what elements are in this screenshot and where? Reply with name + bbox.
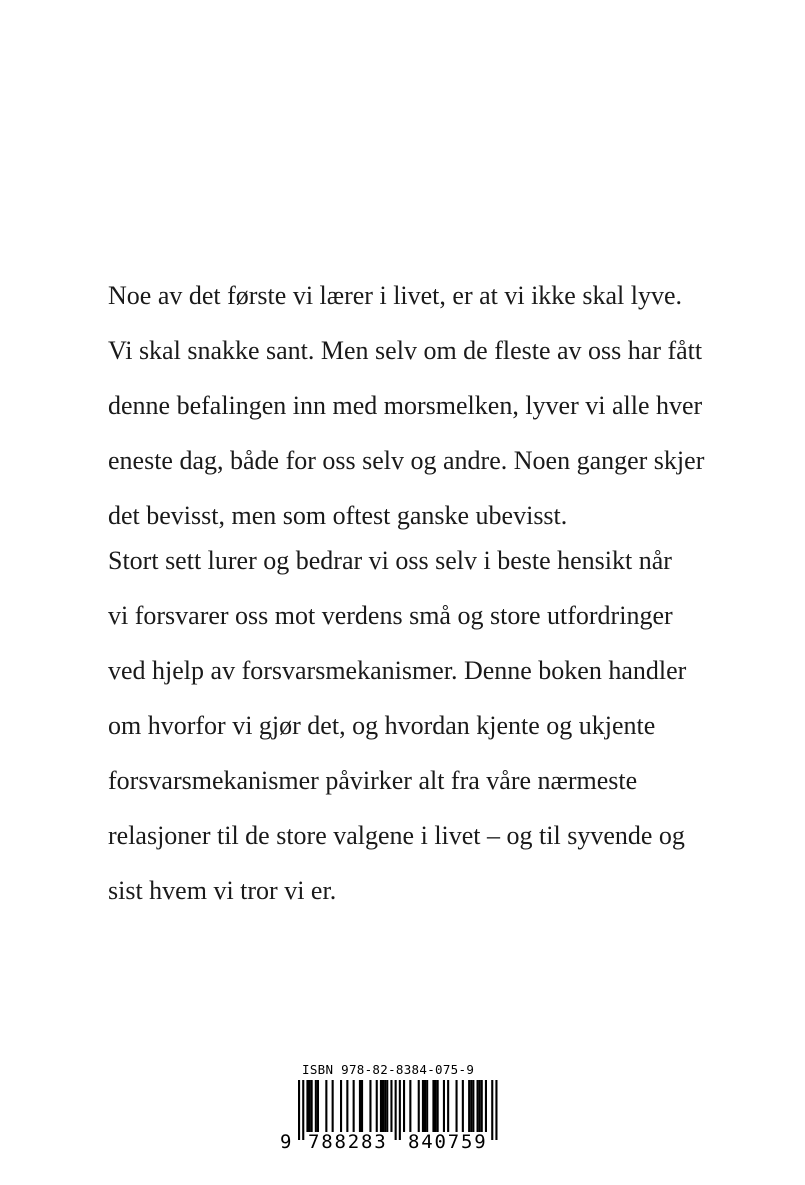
barcode-bar [376,1080,378,1132]
barcode-bar [298,1080,300,1140]
barcode-bar [403,1080,405,1132]
barcode-bar [359,1080,361,1132]
barcode-bar [390,1080,392,1132]
ean-first-digit: 9 [280,1131,292,1153]
barcode-bar [386,1080,388,1132]
barcode-bar [472,1080,474,1132]
barcode-bar [380,1080,382,1132]
paragraph-line: eneste dag, både for oss selv og andre. Noen ganger skjer [108,446,705,475]
barcode-bar [315,1080,317,1132]
barcode-bar [353,1080,355,1132]
paragraph-line: Vi skal snakke sant. Men selv om de fleste av oss har fått [108,336,703,365]
barcode-bar [495,1080,497,1140]
barcode-bar [485,1080,487,1132]
barcode-bar [332,1080,334,1132]
barcode-bar [325,1080,327,1132]
barcode-bar [395,1080,397,1140]
barcode-bar [456,1080,458,1132]
barcode-bar [462,1080,464,1132]
barcode-bar [479,1080,481,1132]
barcode-bar [443,1080,445,1132]
back-cover-paragraph-1 [108,268,708,543]
barcode-bar [468,1080,470,1132]
paragraph-line: Stort sett lurer og bedrar vi oss selv i beste hensikt når [108,546,672,575]
barcode-bar [384,1080,386,1132]
paragraph-line: forsvarsmekanismer påvirker alt fra våre nærmeste [108,766,638,795]
barcode-bar [346,1080,348,1132]
barcode-bar [422,1080,424,1132]
paragraph-line: vi forsvarer oss mot verdens små og store utfordringer [108,601,673,630]
barcode-bar [481,1080,483,1132]
barcode-bar [306,1080,308,1132]
barcode-bar [309,1080,311,1132]
paragraph-line: om hvorfor vi gjør det, og hvordan kjente og ukjente [108,711,656,740]
barcode-bar [361,1080,363,1132]
barcode-bar [491,1080,493,1140]
barcode-bar [418,1080,420,1132]
barcode-bar [399,1080,401,1140]
isbn-barcode [280,1058,514,1153]
barcode-bar [447,1080,449,1132]
barcode-bar [437,1080,439,1132]
barcode-bar [340,1080,342,1132]
isbn-label: ISBN 978-82-8384-075-9 [302,1062,475,1077]
paragraph-line: relasjoner til de store valgene i livet – og til syvende og [108,821,685,850]
paragraph-line: sist hvem vi tror vi er. [108,876,337,905]
ean-right-digits: 840759 [408,1131,488,1153]
paragraph-line: det bevisst, men som oftest ganske ubevisst. [108,501,568,530]
barcode-bar [477,1080,479,1132]
paragraph-line: ved hjelp av forsvarsmekanismer. Denne boken handler [108,656,687,685]
back-cover-paragraph-2 [108,533,708,918]
barcode-bar [382,1080,384,1132]
ean-left-digits: 788283 [308,1131,388,1153]
barcode-bar [369,1080,371,1132]
paragraph-line: Noe av det første vi lærer i livet, er at vi ikke skal lyve. [108,281,682,310]
barcode-bar [470,1080,472,1132]
paragraph-line: denne befalingen inn med morsmelken, lyver vi alle hver [108,391,703,420]
barcode-bar [426,1080,428,1132]
barcode-bar [432,1080,434,1132]
barcode-bar [302,1080,304,1140]
barcode-bar [424,1080,426,1132]
barcode-bar [317,1080,319,1132]
barcode-bar [409,1080,411,1132]
barcode-bar [435,1080,437,1132]
barcode-bar [311,1080,313,1132]
